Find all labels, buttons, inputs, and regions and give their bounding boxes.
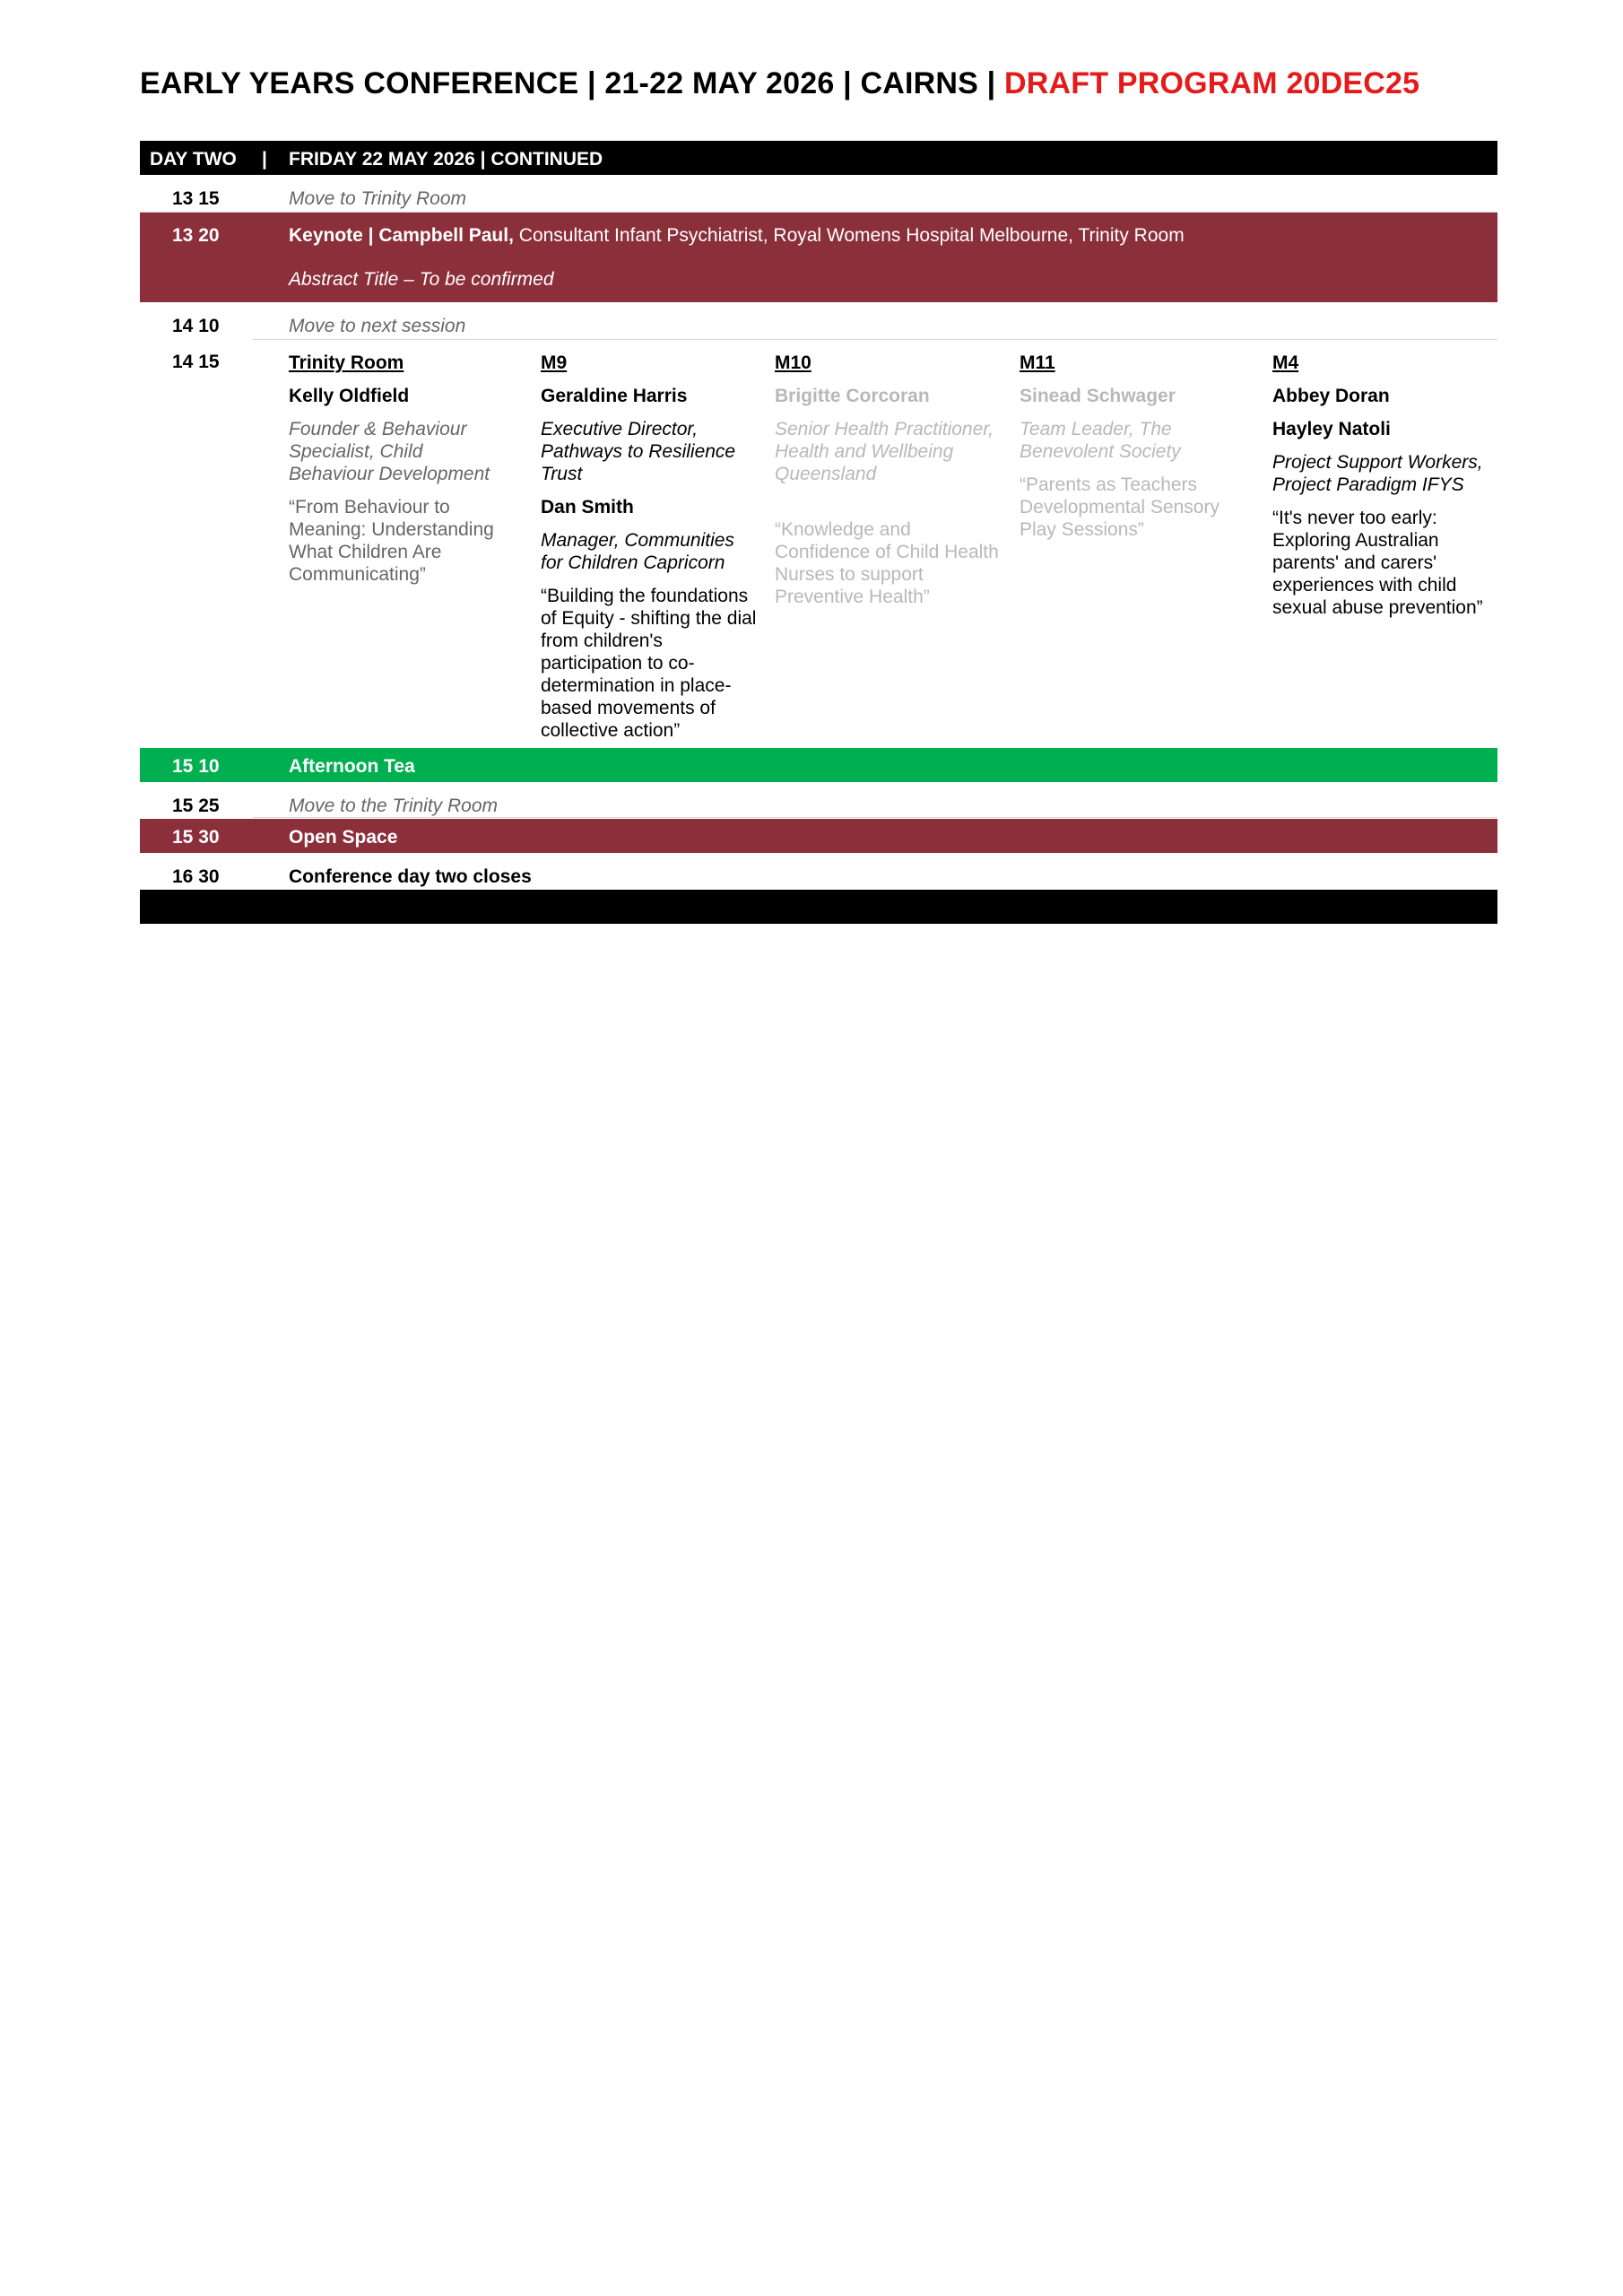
time-1530: 15 30 [172, 827, 220, 848]
session-role: Project Support Workers, Project Paradigm IFYS [1272, 452, 1483, 495]
time-1415: 14 15 [172, 352, 220, 372]
session-speaker: Abbey Doran [1272, 386, 1390, 406]
session-speaker-2: Dan Smith [541, 497, 634, 517]
time-1315: 13 15 [172, 188, 220, 209]
session-role: Team Leader, The Benevolent Society [1020, 419, 1181, 462]
day-header-band [140, 141, 1497, 175]
session-speaker: Sinead Schwager [1020, 386, 1176, 406]
session-room: Trinity Room [289, 352, 404, 373]
time-1410: 14 10 [172, 316, 220, 336]
keynote-abstract: Abstract Title – To be confirmed [289, 269, 554, 290]
open-space-label: Open Space [289, 827, 398, 848]
session-m4 [1272, 352, 1488, 619]
document-title [140, 66, 1419, 101]
move-next-session-text: Move to next session [289, 316, 466, 336]
date-label: FRIDAY 22 MAY 2026 | CONTINUED [289, 149, 603, 170]
keynote-rest: Consultant Infant Psychiatrist, Royal Womens Hospital Melbourne, Trinity Room [513, 225, 1185, 246]
day-label: DAY TWO [150, 149, 237, 170]
session-role: Senior Health Practitioner, Health and Wellbeing Queensland [775, 419, 994, 484]
keynote-prefix: Keynote | Campbell Paul, [289, 225, 514, 246]
day-separator: | [262, 149, 267, 170]
time-1320: 13 20 [172, 225, 220, 246]
session-speaker-2: Hayley Natoli [1272, 419, 1391, 439]
session-room: M10 [775, 352, 812, 373]
session-talk: “Parents as Teachers Developmental Sensory Play Sessions” [1020, 474, 1219, 540]
closing-label: Conference day two closes [289, 866, 532, 887]
session-speaker: Brigitte Corcoran [775, 386, 930, 406]
row-divider [253, 339, 1497, 340]
keynote-line [289, 225, 1185, 247]
afternoon-tea-band [140, 748, 1497, 782]
session-m11 [1020, 352, 1244, 541]
afternoon-tea-label: Afternoon Tea [289, 756, 415, 777]
move-trinity-room-text: Move to the Trinity Room [289, 796, 499, 816]
move-trinity-text: Move to Trinity Room [289, 188, 466, 209]
time-1510: 15 10 [172, 756, 220, 777]
session-talk: “Knowledge and Confidence of Child Health Nurses to support Preventive Health” [775, 519, 999, 607]
session-m9 [541, 352, 761, 742]
session-speaker: Geraldine Harris [541, 386, 688, 406]
row-divider [253, 817, 1497, 818]
session-role: Founder & Behaviour Specialist, Child Behaviour Development [289, 419, 490, 484]
footer-band [140, 890, 1497, 924]
title-main: EARLY YEARS CONFERENCE | 21-22 MAY 2026 | CAIRNS | [140, 66, 1004, 100]
time-1630: 16 30 [172, 866, 220, 887]
session-trinity-room [289, 352, 504, 586]
session-m10 [775, 352, 999, 608]
title-draft: DRAFT PROGRAM 20DEC25 [1004, 66, 1420, 100]
session-room: M4 [1272, 352, 1299, 373]
session-room: M11 [1020, 352, 1055, 373]
open-space-band [140, 819, 1497, 853]
session-room: M9 [541, 352, 568, 373]
session-speaker: Kelly Oldfield [289, 386, 410, 406]
session-talk: “Building the foundations of Equity - shifting the dial from children's participation to co-determination in place-based movements of collective action” [541, 586, 757, 741]
session-role-2: Manager, Communities for Children Capricorn [541, 530, 734, 573]
keynote-band [140, 213, 1497, 302]
session-role: Executive Director, Pathways to Resilience Trust [541, 419, 736, 484]
session-talk: “It's never too early: Exploring Australian parents' and carers' experiences with child sexual abuse prevention” [1272, 508, 1483, 618]
session-talk: “From Behaviour to Meaning: Understanding What Children Are Communicating” [289, 497, 494, 585]
time-1525: 15 25 [172, 796, 220, 816]
